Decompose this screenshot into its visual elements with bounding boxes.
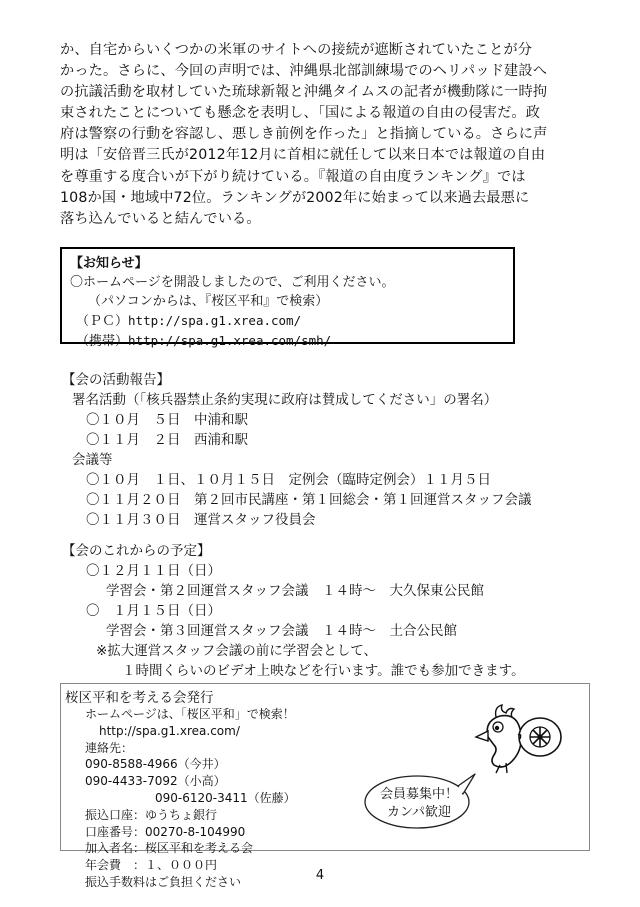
meeting-item: 〇１０月 １日、１０月１５日 定例会（臨時定例会）１１月５日 (86, 472, 491, 488)
notice-line: （パソコンからは、『桜区平和』で検索） (88, 294, 329, 309)
homepage-text: ホームページは、「桜区平和」で検索！ (85, 707, 295, 721)
publisher-title: 桜区平和を考える会発行 (65, 690, 214, 706)
article-line: 明は「安倍晋三氏が2012年12月に首相に就任して以来日本では報道の自由 (60, 147, 546, 164)
schedule-heading: 【会のこれからの予定】 (62, 543, 211, 559)
bubble-line: カンパ歓迎 (386, 805, 452, 820)
publisher-info (85, 706, 296, 891)
signature-title: 署名活動（「核兵器禁止条約実現に政府は賛成してください」の署名） (72, 392, 498, 408)
notice-pc-row (70, 311, 513, 331)
account-number: 口座番号：00270-8-104990 (85, 824, 246, 839)
article-line: 108か国・地域中72位。ランキングが2002年に始まって以来過去最悪に (60, 189, 530, 206)
bubble-line: 会員募集中！ (379, 787, 458, 802)
notice-heading: 【お知らせ】 (70, 256, 148, 271)
signature-item: 〇１０月 ５日 中浦和駅 (86, 412, 248, 428)
article-line: か、自宅からいくつかの米軍のサイトへの接続が遮断されていたことが分 (60, 42, 533, 58)
tel-odaka: 090-4433-7092（小高） (85, 774, 226, 789)
mobile-label: （携帯） (76, 334, 129, 349)
schedule-date: 〇１２月１１日（日） (86, 563, 221, 579)
pc-label: （ＰＣ） (76, 314, 129, 329)
schedule-note: １時間くらいのビデオ上映などを行います。誰でも参加できます。 (122, 663, 525, 679)
article-line: 落ち込んでいると結んでいる。 (60, 210, 261, 227)
mobile-url-link[interactable]: http://spa.g1.xrea.com/smh/ (128, 333, 332, 348)
schedule-event: 学習会・第２回運営スタッフ会議 １４時～ 大久保東公民館 (106, 583, 484, 599)
notice-mobile-row (70, 331, 513, 351)
article-line: の抗議活動を取材していた琉球新報と沖縄タイムスの記者が機動隊に一時拘 (60, 84, 548, 101)
homepage-url-link[interactable]: http://spa.g1.xrea.com/ (99, 723, 240, 738)
page-number: 4 (315, 868, 325, 883)
contact-row (85, 740, 296, 790)
schedule-event: 学習会・第３回運営スタッフ会議 １４時～ 土合公民館 (106, 623, 457, 639)
activity-heading: 【会の活動報告】 (62, 372, 170, 388)
article-line: かった。さらに、今回の声明では、沖縄県北部訓練場でのヘリパッド建設へ (60, 63, 548, 80)
tel-imai: 090-8588-4966（今井） (85, 757, 226, 772)
schedule-date: 〇 １月１５日（日） (86, 603, 221, 619)
meeting-title: 会議等 (72, 452, 113, 468)
meeting-item: 〇１１月２０日 第２回市民講座・第１回総会・第１回運営スタッフ会議 (86, 492, 532, 508)
pc-url-link[interactable]: http://spa.g1.xrea.com/ (128, 313, 302, 328)
article-line: を尊重する度合いが下がり続けている。『報道の自由度ランキング』では (60, 168, 526, 185)
article-paragraph (60, 40, 590, 230)
bank-name: 振込口座：ゆうちょ銀行 (85, 807, 218, 822)
notice-box (60, 247, 515, 349)
schedule-section (62, 541, 525, 681)
schedule-note: ※拡大運営スタッフ会議の前に学習会として、 (96, 643, 378, 659)
article-line: 府は警察の行動を容認し、悪しき前例を作った」と指摘している。さらに声 (60, 126, 548, 143)
transfer-fee-note: 振込手数料はご負担ください (85, 874, 242, 889)
annual-fee: 年会費 ：１、０００円 (85, 858, 218, 873)
activity-section (62, 370, 532, 530)
signature-item: 〇１１月 ２日 西浦和駅 (86, 432, 248, 448)
article-line: 束されたことについても懸念を表明し、「国による報道の自由の侵害だ。政 (60, 105, 541, 122)
account-holder: 加入者名：桜区平和を考える会 (85, 841, 254, 856)
contact-label: 連絡先： (85, 740, 134, 755)
notice-line: 〇ホームページを開設しましたので、ご利用ください。 (70, 275, 395, 290)
meeting-item: 〇１１月３０日 運営スタッフ役員会 (86, 512, 316, 528)
bubble-text (362, 786, 476, 822)
bird-mascot-icon (474, 703, 566, 775)
tel-sato: 090-6120-3411（佐藤） (155, 790, 296, 805)
